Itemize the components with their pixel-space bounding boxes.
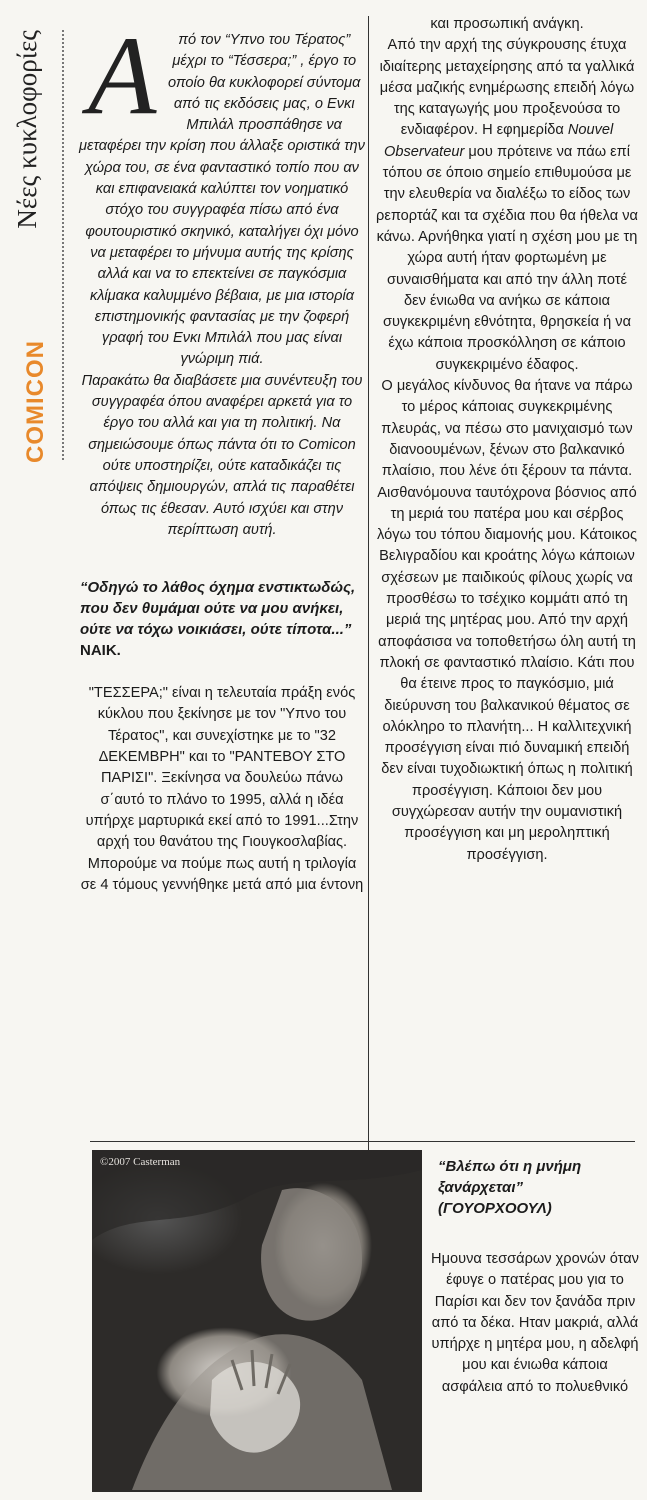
drop-cap: A — [88, 14, 157, 138]
intro-paragraph-2: Παρακάτω θα διαβάσετε μια συνέντευξη του συγγραφέα όπου αναφέρει αρκετά για το έργο του αλλά και για τη πολιτική. Να σημειώσουμε όπως πάντα ότι το Comicon ούτε υποστηρίζει, ούτε καταδικάζει τις απόψεις δημιουργών, απλά τις παραθέτει όπως τις έθεσαν. Αυτό ισχύει και στην περίπτωση αυτή. — [81, 372, 363, 538]
article-column-1 — [78, 14, 366, 896]
body-paragraph-3: Ο μεγάλος κίνδυνος θα ήτανε να πάρω το μέρος κάποιας συγκεκριμένης πλευράς, να πέσω στο μανιχαισμό των διανοουμένων, ξένων στο βαλκανικό πλαίσιο, που λένε ότι ξέρουν τα πάντα. — [381, 378, 633, 480]
pull-quote-2 — [438, 1156, 640, 1219]
body-paragraph-1: "ΤΕΣΣΕΡΑ;" είναι η τελευταία πράξη ενός κύκλου που ξεκίνησε με τον "Υπνο του Τέρατος", και συνεχίστηκε με το "32 ΔΕΚΕΜΒΡΗ" και το "ΡΑΝΤΕΒΟΥ ΣΤΟ ΠΑΡΙΣΙ". Ξεκίνησα να δουλεύω πάνω σ΄αυτό το πλάνο το 1995, αλλά η ιδέα υπήρχε μαρτυρικά εκεί από το 1991...Στην αρχή του θανάτου της Γιουγκοσλαβίας. Μπορούμε να πούμε πως αυτή η τριλογία σε 4 τόμους γεννήθηκε μετά από μια έντονη — [80, 685, 364, 893]
quote-author: ΝΑΙΚ. — [80, 642, 121, 660]
dotted-divider — [62, 30, 64, 460]
comic-illustration — [92, 1150, 422, 1492]
intro-quoted: πό τον “Υπνο του Τέρατος” μέχρι το “Τέσσερα;” — [172, 32, 351, 70]
col2-text-c: μου πρότεινε να πάω επί τόπου σε όποιο σημείο επιθυμούσα με την ελευθερία να διαλέξω το είδος των ρεπορτάζ και τα σχέδια που θα ήθελα να κάνω. Αρνήθηκα γιατί η σχέση μου με τη χώρα αυτή ήταν φορτωμένη με συναισθήματα και από την άλλη ποτέ δεν ένιωθα να ανήκω σε κάποια συγκεκριμένη εθνότητα, θρησκεία ή να έχω κάποια προσκόλληση σε κάποιο συγκεκριμένο έδαφος. — [376, 143, 638, 373]
body-paragraph-4: Αισθανόμουνα ταυτόχρονα βόσνιος από τη μεριά του πατέρα μου και σέρβος λόγω του τόπου διαμονής μου. Κάτοικος Βελιγραδίου και κροάτης λόγω κάποιων σχέσεων με παιδικούς φίλους χωρίς να προσθέσω το τσέχικο κομμάτι από τη μεριά της μητέρας μου. Από την αρχή αποφάσισα να τοποθετήσω όλη αυτή τη πλοκή σε φανταστικό πλαίσιο. Κάτι που θα έτεινε προς το παγκόσμιο, μιά διεύρυνση του βαλκανικού θέματος σε ολόκληρο το πλανήτη... Η καλλιτεχνική προσέγγιση είναι πιό δυναμική επειδή δεν είναι τυχοδιωκτική όπως η πολιτική προσέγγιση. Κάποιοι δεν μου συγχώρεσαν αυτήν την ουμανιστική προσέγγιση και μη μεροληπτική προσέγγιση. — [377, 484, 637, 863]
horizontal-rule — [90, 1141, 635, 1142]
pull-quote-1 — [80, 577, 366, 661]
article-column-3 — [430, 1156, 640, 1398]
newspaper-name: Nouvel Observateur — [384, 122, 614, 160]
sidebar — [0, 0, 70, 1160]
image-credit: ©2007 Casterman — [100, 1156, 181, 1168]
intro-rest: , έργο το οποίο θα κυκλοφορεί σύντομα από τις εκδόσεις μας, ο Ενκι Μπιλάλ προσπάθησε να μεταφέρει την κρίση που άλλαξε οριστικά την χώρα του, σε ένα φανταστικό τοπίο που αν και επιφανειακά καλύπτει τον νοηματικό στόχο του συγγραφέα πίσω από ένα φουτουριστικό σκηνικό, καταλήγει όχι μόνο να μεταφέρει το μήνυμα αυτής της κρίσης αλλά και να το επεκτείνει σε παγκόσμια κλίμακα καλυμμένο βέβαια, με μια ιστορία επιστημονικής φαντασίας με την ζοφερή γραφή του Ενκι Μπιλάλ που μας είναι γνώριμη πιά. — [79, 53, 365, 368]
column-rule — [368, 16, 369, 1156]
body-paragraph-2 — [376, 14, 638, 376]
quote2-text: “Βλέπω ότι η μνήμη ξανάρχεται” — [438, 1158, 582, 1196]
quote2-author: (ΓΟΥΟΡΧΟΟΥΛ) — [438, 1200, 552, 1217]
illustration-drawing — [92, 1150, 422, 1492]
body-paragraph-5: Ημουνα τεσσάρων χρονών όταν έφυγε ο πατέρας μου για το Παρίσι και δεν τον ξανάδα πριν από τα δέκα. Ηταν μακριά, αλλά υπήρχε η μητέρα μου, η αδελφή μου και ένιωθα κάποια ασφάλεια από το πολυεθνικό — [431, 1251, 639, 1395]
article-column-2 — [376, 14, 638, 866]
intro-paragraph — [78, 14, 366, 371]
section-title: Νέες κυκλοφορίες — [12, 30, 42, 229]
quote-text: “Οδηγώ το λάθος όχημα ενστικτωδώς, που δεν θυμάμαι ούτε να μου ανήκει, ούτε να τόχω νοικιάσει, ούτε τίποτα...” — [80, 579, 356, 639]
col2-text-b: Από την αρχή της σύγκρουσης έτυχα ιδιαίτερης μεταχείρησης από τα γαλλικά μέσα μαζικής ενημέρωσης επειδή λόγω της καταγωγής μου προξενούσα το ενδιαφέρον. Η εφημερίδα — [379, 37, 635, 139]
col2-text-a: και προσωπική ανάγκη. — [430, 16, 584, 32]
comicon-logo: COMICON — [22, 340, 49, 463]
